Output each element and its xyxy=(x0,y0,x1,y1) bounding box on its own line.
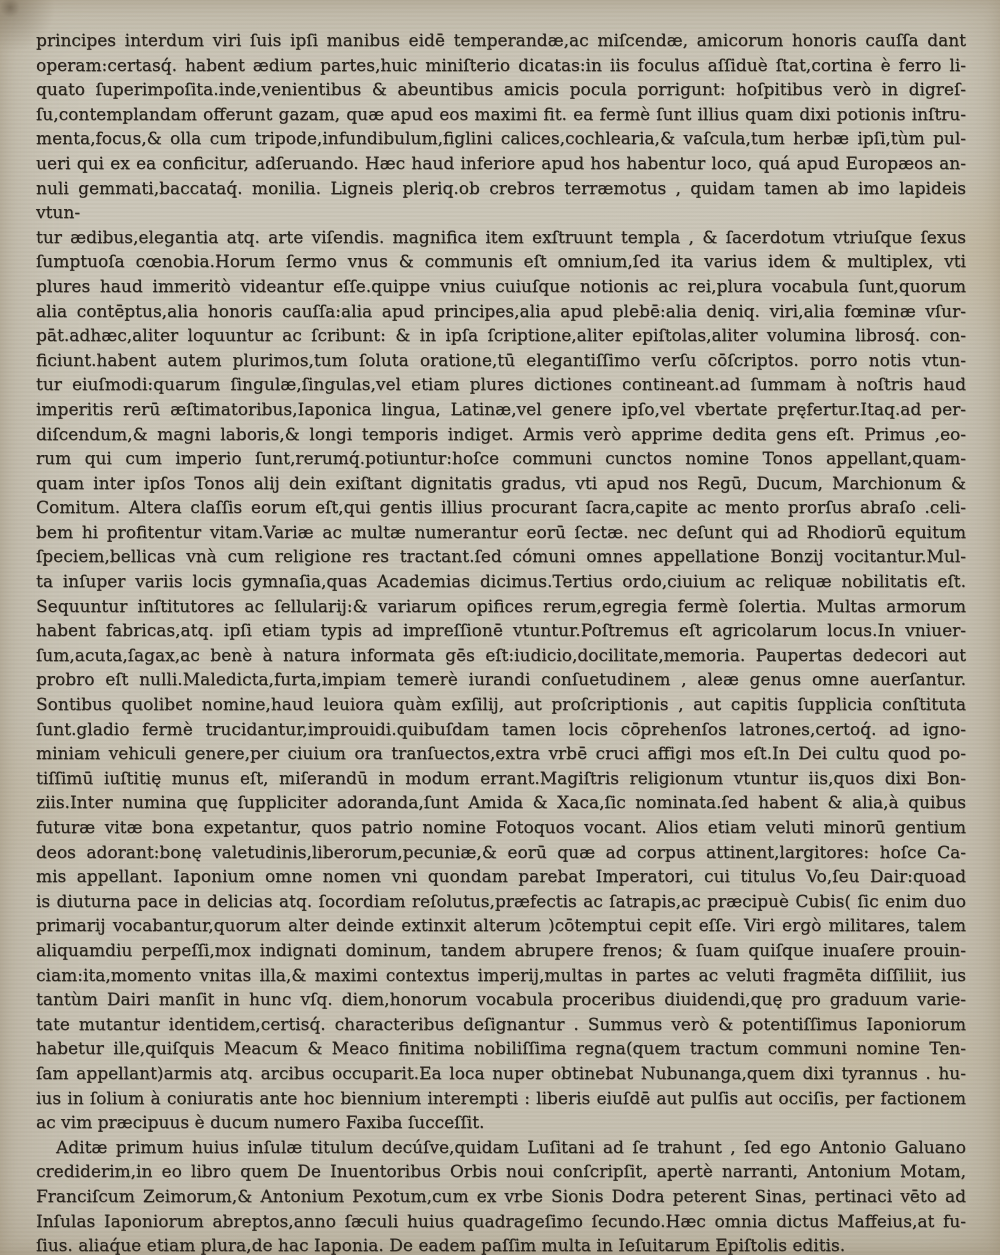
paragraph xyxy=(36,1136,966,1255)
text-line: tate mutantur identidem,certisq́. characteribus deſignantur . Summus verò & potentiſſimus Iaponiorum xyxy=(36,1014,966,1035)
text-line: ius in ſolium à coniuratis ante hoc biennium interempti : liberis eiuſdē aut pulſis aut occiſis, per factionem xyxy=(36,1088,966,1109)
text-line: alia contēptus,alia honoris cauſſa:alia apud principes,alia apud plebē:alia deniq. viri,alia fœminæ vſur- xyxy=(36,301,966,322)
text-line: primarij vocabantur,quorum alter deinde extinxit alterum )cōtemptui cepit eſſe. Viri ergò militares, talem xyxy=(36,916,966,937)
text-line: ſam appellant)armis atq. arcibus occuparit.Ea loca nuper obtinebat Nubunanga,quem dixi tyrannus . hu- xyxy=(36,1063,966,1084)
text-line: ac vim præcipuus è ducum numero Faxiba ſucceſſit. xyxy=(36,1113,485,1134)
text-line: Sontibus quolibet nomine,haud leuiora quàm exſilij, aut proſcriptionis , aut capitis ſupplicia conſtituta xyxy=(36,695,966,716)
text-line: ficiunt.habent autem plurimos,tum ſoluta oratione,tū elegantiſſimo verſu cōſcriptos. porro notis vtun- xyxy=(36,350,966,371)
text-line: deos adorant:bonę valetudinis,liberorum,pecuniæ,& eorū quæ ad corpus attinent,largitores: hoſce Ca- xyxy=(36,842,966,863)
text-line: miniam vehiculi genere,per ciuium ora tranſuectos,extra vrbē cruci affigi mos eſt.In Dei cultu quod po- xyxy=(36,744,966,765)
paragraph xyxy=(36,29,966,1136)
text-line: Inſulas Iaponiorum abreptos,anno ſæculi huius quadrageſimo ſecundo.Hæc omnia dictus Maffeius,at fu- xyxy=(36,1211,966,1232)
text-line: tur eiuſmodi:quarum ſingulæ,ſingulas,vel etiam plures dictiones contineant.ad ſummam à noſtris haud xyxy=(36,375,966,396)
text-line: tantùm Dairi manſit in hunc vſq. diem,honorum vocabula proceribus diuidendi,quę pro graduum varie- xyxy=(36,990,966,1011)
text-line: Sequuntur inſtitutores ac ſellularij:& variarum opifices rerum,egregia fermè ſolertia. Multas armorum xyxy=(36,596,966,617)
text-line: pāt.adhæc,aliter loquuntur ac ſcribunt: & in ipſa ſcriptione,aliter epiſtolas,aliter volumina librosq́. con- xyxy=(36,326,966,347)
text-line: imperitis rerū æſtimatoribus,Iaponica lingua, Latinæ,vel genere ipſo,vel vbertate pręfertur.Itaq.ad per- xyxy=(36,399,966,420)
text-line: ſum,acuta,ſagax,ac benè à natura informata gēs eſt:iudicio,docilitate,memoria. Paupertas dedecori aut xyxy=(36,645,966,666)
text-line: operam:certasq́. habent ædium partes,huic miniſterio dicatas:in iis foculus aſſiduè ſtat,cortina è ferro li- xyxy=(36,55,966,76)
text-line: principes interdum viri ſuis ipſi manibus eidē temperandæ,ac miſcendæ, amicorum honoris cauſſa dant xyxy=(36,31,966,51)
text-line: mis appellant. Iaponium omne nomen vni quondam parebat Imperatori, cui titulus Vo,ſeu Dair:quoad xyxy=(36,867,966,888)
text-line: ueri qui ex ea conficitur, adſeruando. Hæc haud inferiore apud hos habentur loco, quá apud Europæos an- xyxy=(36,153,966,174)
text-line: habetur ille,quiſquis Meacum & Meaco finitima nobiliſſima regna(quem tractum communi nomine Ten- xyxy=(36,1039,966,1060)
text-line: ziis.Inter numina quę ſuppliciter adoranda,ſunt Amida & Xaca,ſic nominata.ſed habent & alia,à quibus xyxy=(36,793,966,814)
text-line: aliquamdiu perpeſſi,mox indignati dominum, tandem abrupere frenos; & ſuam quiſque inuaſere prouin- xyxy=(36,940,966,961)
text-line: Aditæ primum huius inſulæ titulum decúſve,quidam Luſitani ad ſe trahunt , ſed ego Antonio Galuano xyxy=(56,1137,966,1158)
text-line: ciam:ita,momento vnitas illa,& maximi contextus imperij,multas in partes ac veluti fragmēta diſſiliit, ius xyxy=(36,965,966,986)
text-line: probro eſt nulli.Maledicta,furta,impiam temerè iurandi conſuetudinem , aleæ genus omne auerſantur. xyxy=(36,670,966,691)
text-line: ſumptuoſa cœnobia.Horum ſermo vnus & communis eſt omnium,ſed ita varius idem & multiplex, vti xyxy=(36,252,966,273)
text-line: quam inter ipſos Tonos alij dein exiſtant dignitatis gradus, vti apud nos Regū, Ducum, Marchionum & xyxy=(36,473,966,494)
text-line: Comitum. Altera claſſis eorum eſt,qui gentis illius procurant ſacra,capite ac mento prorſus abraſo .celi- xyxy=(36,498,966,519)
text-line: ſunt.gladio fermè trucidantur,improuidi.quibuſdam tamen locis cōprehenſos latrones,certoq́. ad igno- xyxy=(36,719,966,740)
text-line: tur ædibus,elegantia atq. arte viſendis. magnifica item exſtruunt templa , & ſacerdotum vtriuſque ſexus xyxy=(36,227,966,248)
text-line: quato ſuperimpoſita.inde,venientibus & abeuntibus amicis pocula porrigunt: hoſpitibus verò in digreſ- xyxy=(36,80,966,101)
text-line: crediderim,in eo libro quem De Inuentoribus Orbis noui conſcripſit, apertè narranti, Antonium Motam, xyxy=(36,1162,966,1183)
text-line: ſu,contemplandam offerunt gazam, quæ apud eos maximi fit. ea fermè ſunt illius quam dixi potionis inſtru- xyxy=(36,104,966,125)
text-line: rum qui cum imperio ſunt,rerumq́.potiuntur:hoſce communi cunctos nomine Tonos appellant,quam- xyxy=(36,449,966,470)
text-line: habent fabricas,atq. ipſi etiam typis ad impreſſionē vtuntur.Poſtremus eſt agricolarum locus.In vniuer- xyxy=(36,621,966,642)
text-line: menta,focus,& olla cum tripode,infundibulum,figlini calices,cochlearia,& vaſcula,tum herbæ ipſi,tùm pul- xyxy=(36,129,966,150)
text-line: Franciſcum Zeimorum,& Antonium Pexotum,cum ex vrbe Sionis Dodra peterent Sinas, pertinaci vēto ad xyxy=(36,1186,966,1207)
text-line: ta inſuper variis locis gymnaſia,quas Academias dicimus.Tertius ordo,ciuium ac reliquæ nobilitatis eſt. xyxy=(36,572,966,593)
text-line: plures haud immeritò videantur eſſe.quippe vnius cuiuſque notionis ac rei,plura vocabula ſunt,quorum xyxy=(36,276,966,297)
text-line: bem hi profitentur vitam.Variæ ac multæ numerantur eorū ſectæ. nec deſunt qui ad Rhodiorū equitum xyxy=(36,522,966,543)
text-line: is diuturna pace in delicias atq. ſocordiam reſolutus,præfectis ac ſatrapis,ac præcipuè Cubis( ſic enim duo xyxy=(36,891,966,912)
text-column xyxy=(36,29,966,1255)
text-line: ſius. aliaq́ue etiam plura,de hac Iaponia. De eadem paſſim multa in Ieſuitarum Epiſtolis editis. xyxy=(36,1236,846,1255)
text-line: diſcendum,& magni laboris,& longi temporis indiget. Armis verò apprime dedita gens eſt. Primus ,eo- xyxy=(36,424,966,445)
text-line: ſpeciem,bellicas vnà cum religione res tractant.ſed cómuni omnes appellatione Bonzij vocitantur.Mul- xyxy=(36,547,966,568)
text-line: futuræ vitæ bona expetantur, quos patrio nomine Fotoquos vocant. Alios etiam veluti minorū gentium xyxy=(36,818,966,838)
text-line: nuli gemmati,baccataq́. monilia. Ligneis pleriq.ob crebros terræmotus , quidam tamen ab imo lapideis vtun- xyxy=(36,178,966,224)
text-line: tiſſimū iuſtitię munus eſt, miſerandū in modum errant.Magiſtris religionum vtuntur iis,quos dixi Bon- xyxy=(36,768,966,789)
